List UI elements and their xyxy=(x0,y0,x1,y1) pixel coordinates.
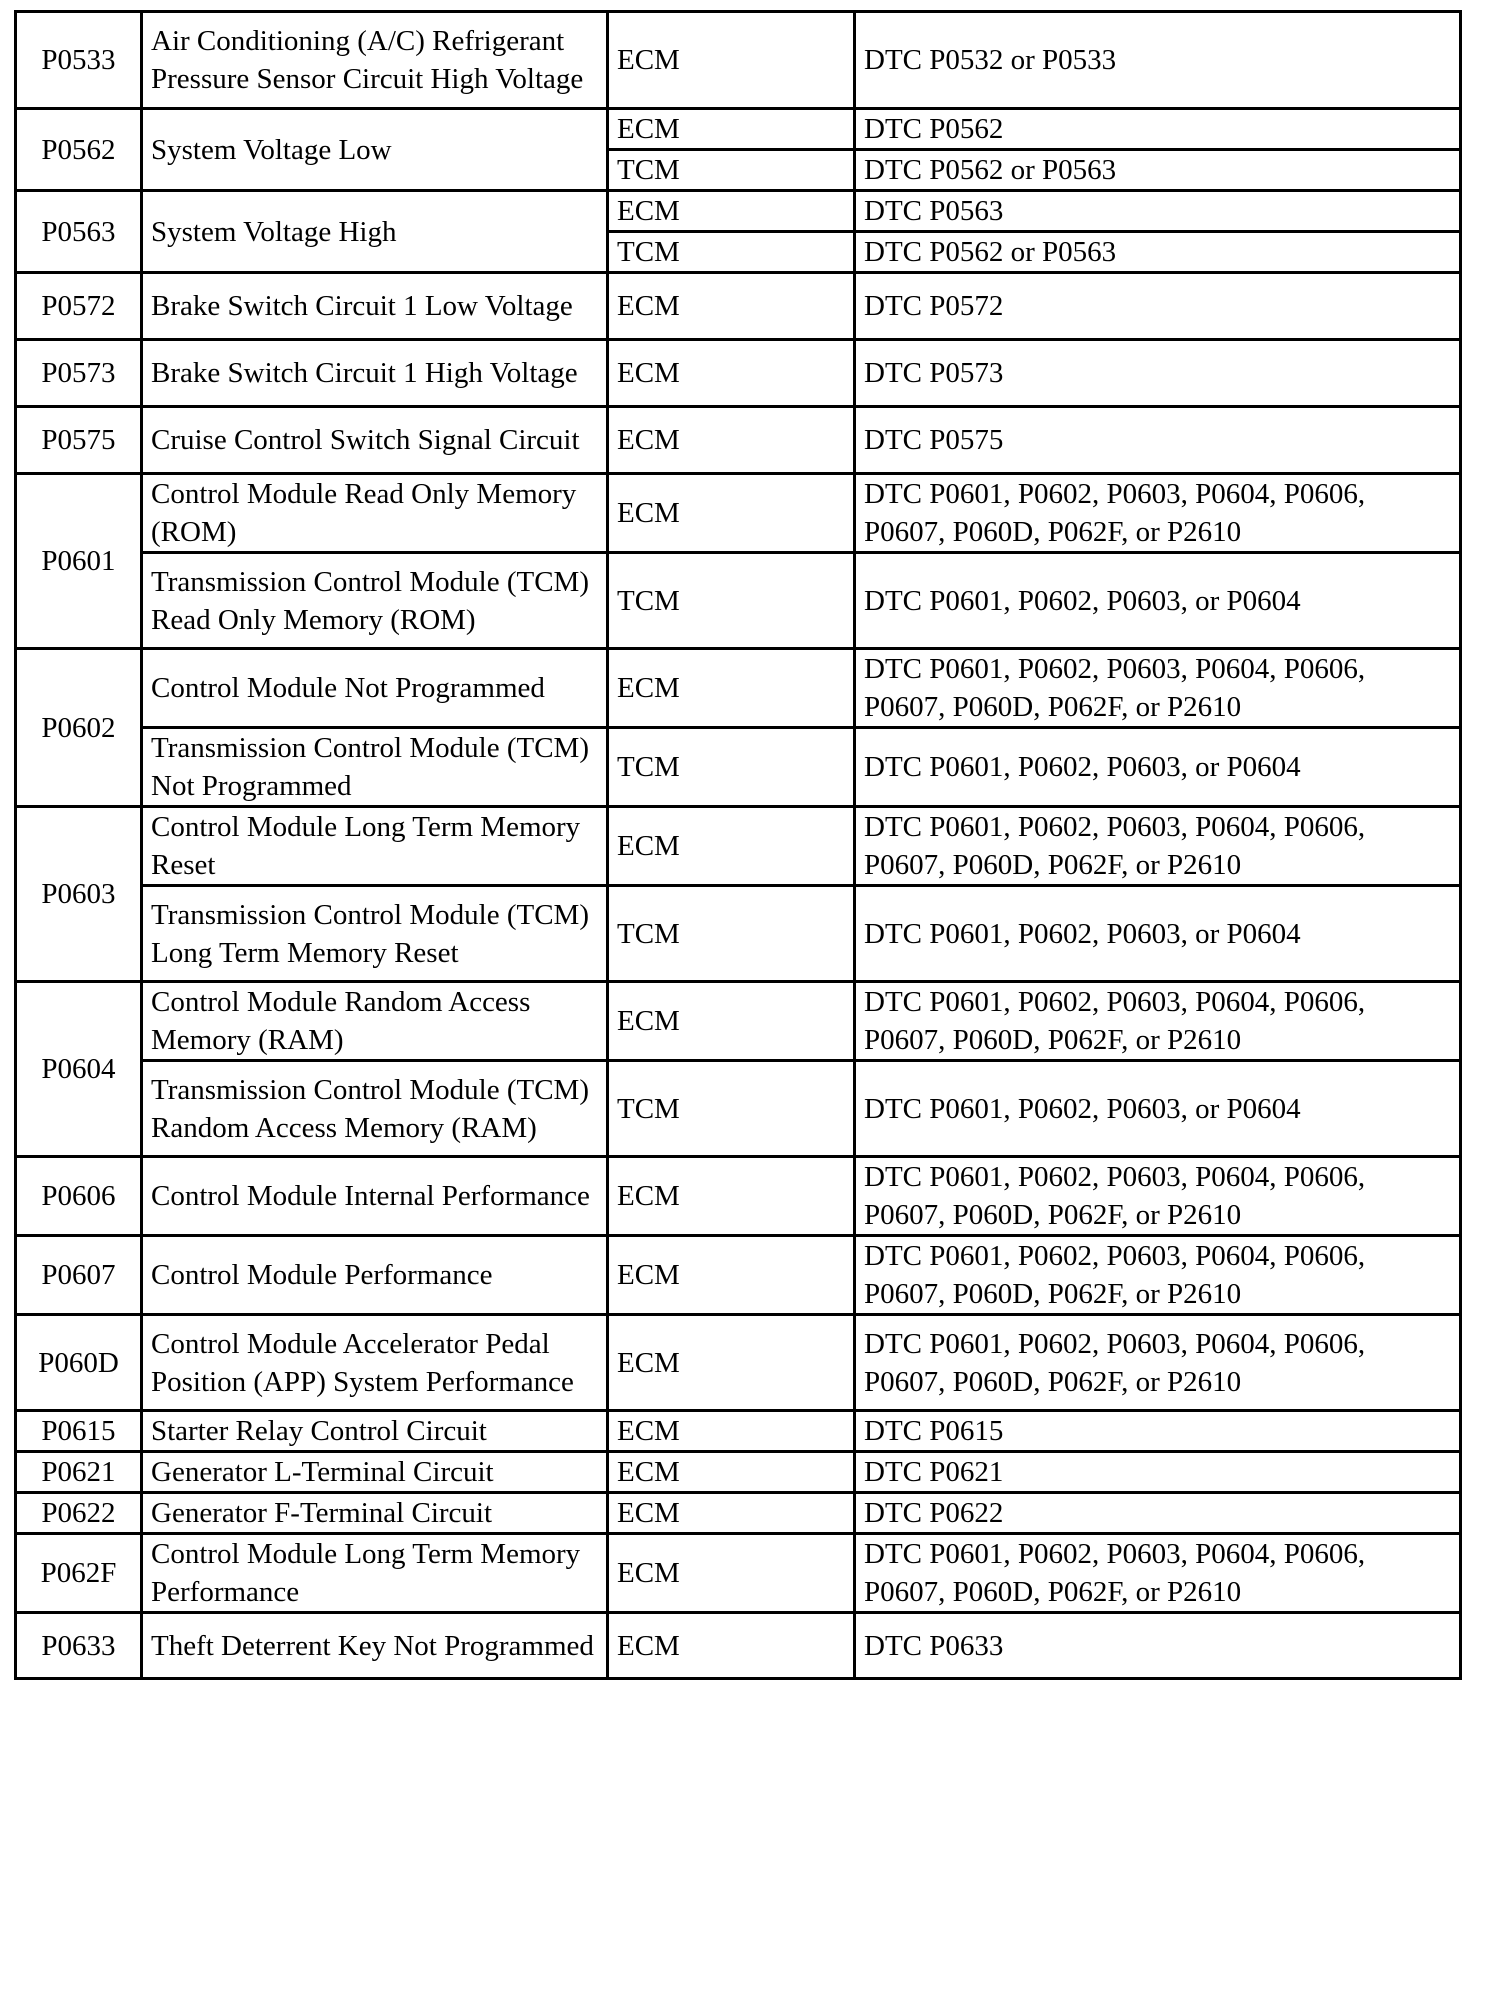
reference-cell: DTC P0563 xyxy=(855,191,1461,232)
module-cell: ECM xyxy=(608,407,855,474)
dtc-description-cell: Control Module Accelerator Pedal Position (APP) System Performance xyxy=(142,1315,608,1411)
table-row xyxy=(16,1236,1461,1315)
reference-cell: DTC P0601, P0602, P0603, or P0604 xyxy=(855,728,1461,807)
module-cell: ECM xyxy=(608,109,855,150)
module-cell: TCM xyxy=(608,150,855,191)
dtc-description-cell: Brake Switch Circuit 1 High Voltage xyxy=(142,340,608,407)
dtc-description-cell: System Voltage Low xyxy=(142,109,608,191)
dtc-code-cell: P0633 xyxy=(16,1613,142,1679)
dtc-code-cell: P0533 xyxy=(16,12,142,109)
dtc-description-cell: Transmission Control Module (TCM) Read Only Memory (ROM) xyxy=(142,553,608,649)
dtc-description-cell: Control Module Long Term Memory Performance xyxy=(142,1534,608,1613)
dtc-code-cell: P0603 xyxy=(16,807,142,982)
module-cell: ECM xyxy=(608,340,855,407)
dtc-description-cell: Control Module Performance xyxy=(142,1236,608,1315)
table-row xyxy=(16,553,1461,649)
table-row xyxy=(16,191,1461,232)
dtc-code-cell: P0562 xyxy=(16,109,142,191)
module-cell: ECM xyxy=(608,1493,855,1534)
dtc-code-cell: P0615 xyxy=(16,1411,142,1452)
reference-cell: DTC P0601, P0602, P0603, P0604, P0606, P0607, P060D, P062F, or P2610 xyxy=(855,807,1461,886)
module-cell: TCM xyxy=(608,728,855,807)
module-cell: ECM xyxy=(608,1157,855,1236)
table-row xyxy=(16,886,1461,982)
module-cell: ECM xyxy=(608,982,855,1061)
reference-cell: DTC P0532 or P0533 xyxy=(855,12,1461,109)
reference-cell: DTC P0601, P0602, P0603, P0604, P0606, P0607, P060D, P062F, or P2610 xyxy=(855,1157,1461,1236)
dtc-description-cell: Control Module Read Only Memory (ROM) xyxy=(142,474,608,553)
dtc-table xyxy=(14,10,1462,1680)
reference-cell: DTC P0601, P0602, P0603, P0604, P0606, P0607, P060D, P062F, or P2610 xyxy=(855,1236,1461,1315)
reference-cell: DTC P0562 xyxy=(855,109,1461,150)
module-cell: ECM xyxy=(608,1315,855,1411)
reference-cell: DTC P0601, P0602, P0603, or P0604 xyxy=(855,886,1461,982)
module-cell: ECM xyxy=(608,1534,855,1613)
dtc-description-cell: Generator F-Terminal Circuit xyxy=(142,1493,608,1534)
dtc-code-cell: P0575 xyxy=(16,407,142,474)
dtc-description-cell: Transmission Control Module (TCM) Not Programmed xyxy=(142,728,608,807)
dtc-description-cell: Transmission Control Module (TCM) Random Access Memory (RAM) xyxy=(142,1061,608,1157)
reference-cell: DTC P0572 xyxy=(855,273,1461,340)
reference-cell: DTC P0601, P0602, P0603, or P0604 xyxy=(855,553,1461,649)
table-row xyxy=(16,728,1461,807)
reference-cell: DTC P0622 xyxy=(855,1493,1461,1534)
dtc-code-cell: P0621 xyxy=(16,1452,142,1493)
reference-cell: DTC P0601, P0602, P0603, P0604, P0606, P0607, P060D, P062F, or P2610 xyxy=(855,649,1461,728)
table-row xyxy=(16,1452,1461,1493)
table-row xyxy=(16,1493,1461,1534)
dtc-description-cell: Control Module Long Term Memory Reset xyxy=(142,807,608,886)
dtc-code-cell: P0604 xyxy=(16,982,142,1157)
module-cell: TCM xyxy=(608,886,855,982)
dtc-description-cell: Air Conditioning (A/C) Refrigerant Pressure Sensor Circuit High Voltage xyxy=(142,12,608,109)
table-row xyxy=(16,649,1461,728)
module-cell: TCM xyxy=(608,553,855,649)
reference-cell: DTC P0562 or P0563 xyxy=(855,232,1461,273)
dtc-code-cell: P060D xyxy=(16,1315,142,1411)
dtc-code-cell: P0601 xyxy=(16,474,142,649)
table-row xyxy=(16,1157,1461,1236)
module-cell: ECM xyxy=(608,1236,855,1315)
reference-cell: DTC P0601, P0602, P0603, P0604, P0606, P0607, P060D, P062F, or P2610 xyxy=(855,1315,1461,1411)
dtc-table-body xyxy=(16,12,1461,1679)
dtc-description-cell: Generator L-Terminal Circuit xyxy=(142,1452,608,1493)
reference-cell: DTC P0575 xyxy=(855,407,1461,474)
dtc-description-cell: Theft Deterrent Key Not Programmed xyxy=(142,1613,608,1679)
dtc-code-cell: P0572 xyxy=(16,273,142,340)
dtc-description-cell: Control Module Not Programmed xyxy=(142,649,608,728)
table-row xyxy=(16,982,1461,1061)
dtc-code-cell: P0606 xyxy=(16,1157,142,1236)
table-row xyxy=(16,1534,1461,1613)
dtc-code-cell: P062F xyxy=(16,1534,142,1613)
table-row xyxy=(16,1061,1461,1157)
module-cell: TCM xyxy=(608,1061,855,1157)
table-row xyxy=(16,273,1461,340)
dtc-description-cell: Control Module Random Access Memory (RAM) xyxy=(142,982,608,1061)
table-row xyxy=(16,807,1461,886)
table-row xyxy=(16,407,1461,474)
module-cell: TCM xyxy=(608,232,855,273)
table-row xyxy=(16,12,1461,109)
module-cell: ECM xyxy=(608,191,855,232)
module-cell: ECM xyxy=(608,12,855,109)
reference-cell: DTC P0562 or P0563 xyxy=(855,150,1461,191)
dtc-code-cell: P0573 xyxy=(16,340,142,407)
module-cell: ECM xyxy=(608,649,855,728)
module-cell: ECM xyxy=(608,273,855,340)
module-cell: ECM xyxy=(608,1411,855,1452)
dtc-description-cell: Transmission Control Module (TCM) Long Term Memory Reset xyxy=(142,886,608,982)
reference-cell: DTC P0573 xyxy=(855,340,1461,407)
module-cell: ECM xyxy=(608,1452,855,1493)
dtc-code-cell: P0563 xyxy=(16,191,142,273)
reference-cell: DTC P0601, P0602, P0603, P0604, P0606, P0607, P060D, P062F, or P2610 xyxy=(855,1534,1461,1613)
dtc-code-cell: P0602 xyxy=(16,649,142,807)
dtc-code-cell: P0622 xyxy=(16,1493,142,1534)
module-cell: ECM xyxy=(608,474,855,553)
reference-cell: DTC P0621 xyxy=(855,1452,1461,1493)
table-row xyxy=(16,474,1461,553)
table-row xyxy=(16,340,1461,407)
table-row xyxy=(16,109,1461,150)
reference-cell: DTC P0601, P0602, P0603, or P0604 xyxy=(855,1061,1461,1157)
reference-cell: DTC P0601, P0602, P0603, P0604, P0606, P0607, P060D, P062F, or P2610 xyxy=(855,982,1461,1061)
reference-cell: DTC P0633 xyxy=(855,1613,1461,1679)
dtc-description-cell: Brake Switch Circuit 1 Low Voltage xyxy=(142,273,608,340)
module-cell: ECM xyxy=(608,807,855,886)
dtc-description-cell: System Voltage High xyxy=(142,191,608,273)
dtc-description-cell: Cruise Control Switch Signal Circuit xyxy=(142,407,608,474)
table-row xyxy=(16,1411,1461,1452)
dtc-description-cell: Starter Relay Control Circuit xyxy=(142,1411,608,1452)
reference-cell: DTC P0601, P0602, P0603, P0604, P0606, P0607, P060D, P062F, or P2610 xyxy=(855,474,1461,553)
reference-cell: DTC P0615 xyxy=(855,1411,1461,1452)
dtc-code-cell: P0607 xyxy=(16,1236,142,1315)
table-row xyxy=(16,1315,1461,1411)
module-cell: ECM xyxy=(608,1613,855,1679)
dtc-description-cell: Control Module Internal Performance xyxy=(142,1157,608,1236)
table-row xyxy=(16,1613,1461,1679)
